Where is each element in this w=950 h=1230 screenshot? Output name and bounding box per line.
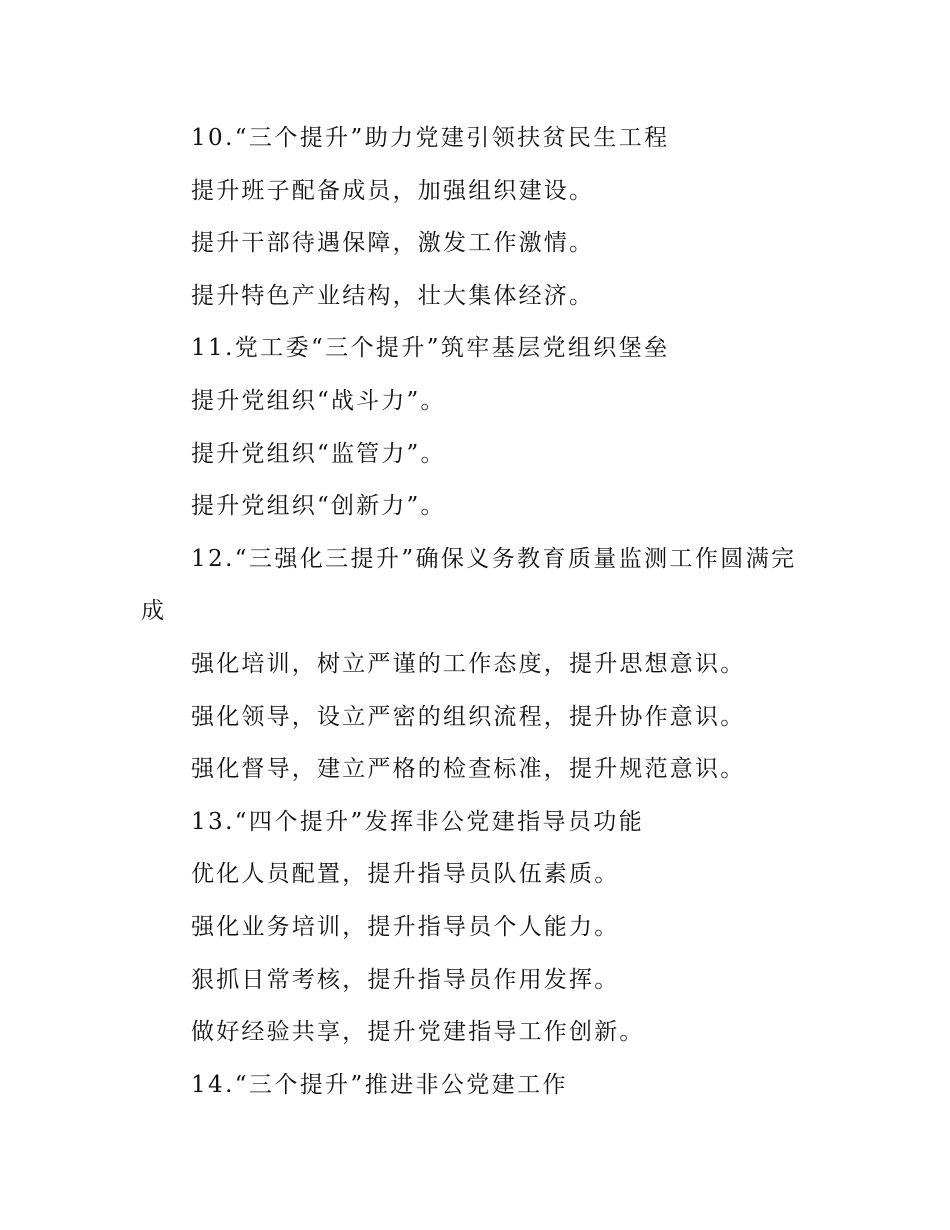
paragraph: 提升干部待遇保障，激发工作激情。	[191, 230, 595, 257]
paragraph: 优化人员配置，提升指导员队伍素质。	[191, 861, 620, 888]
paragraph: 强化培训，树立严谨的工作态度，提升思想意识。	[191, 650, 746, 677]
paragraph: 提升班子配备成员，加强组织建设。	[191, 177, 595, 204]
paragraph: 提升党组织“创新力”。	[191, 493, 446, 520]
paragraph: 提升特色产业结构，壮大集体经济。	[191, 282, 595, 309]
paragraph: 狠抓日常考核，提升指导员作用发挥。	[191, 966, 620, 993]
section-heading-14: 14.“三个提升”推进非公党建工作	[191, 1071, 568, 1098]
paragraph: 提升党组织“监管力”。	[191, 440, 446, 467]
section-heading-13: 13.“四个提升”发挥非公党建指导员功能	[191, 808, 645, 835]
section-heading-10: 10.“三个提升”助力党建引领扶贫民生工程	[191, 125, 670, 151]
paragraph: 强化业务培训，提升指导员个人能力。	[191, 913, 620, 940]
paragraph: 做好经验共享，提升党建指导工作创新。	[191, 1019, 645, 1046]
section-heading-11: 11.党工委“三个提升”筑牢基层党组织堡垒	[191, 335, 670, 362]
section-heading-12: 12.“三强化三提升”确保义务教育质量监测工作圆满完成	[141, 545, 797, 625]
paragraph: 提升党组织“战斗力”。	[191, 387, 446, 414]
paragraph: 强化领导，设立严密的组织流程，提升协作意识。	[191, 703, 746, 730]
document-body	[141, 112, 811, 1111]
paragraph: 强化督导，建立严格的检查标准，提升规范意识。	[191, 756, 746, 783]
